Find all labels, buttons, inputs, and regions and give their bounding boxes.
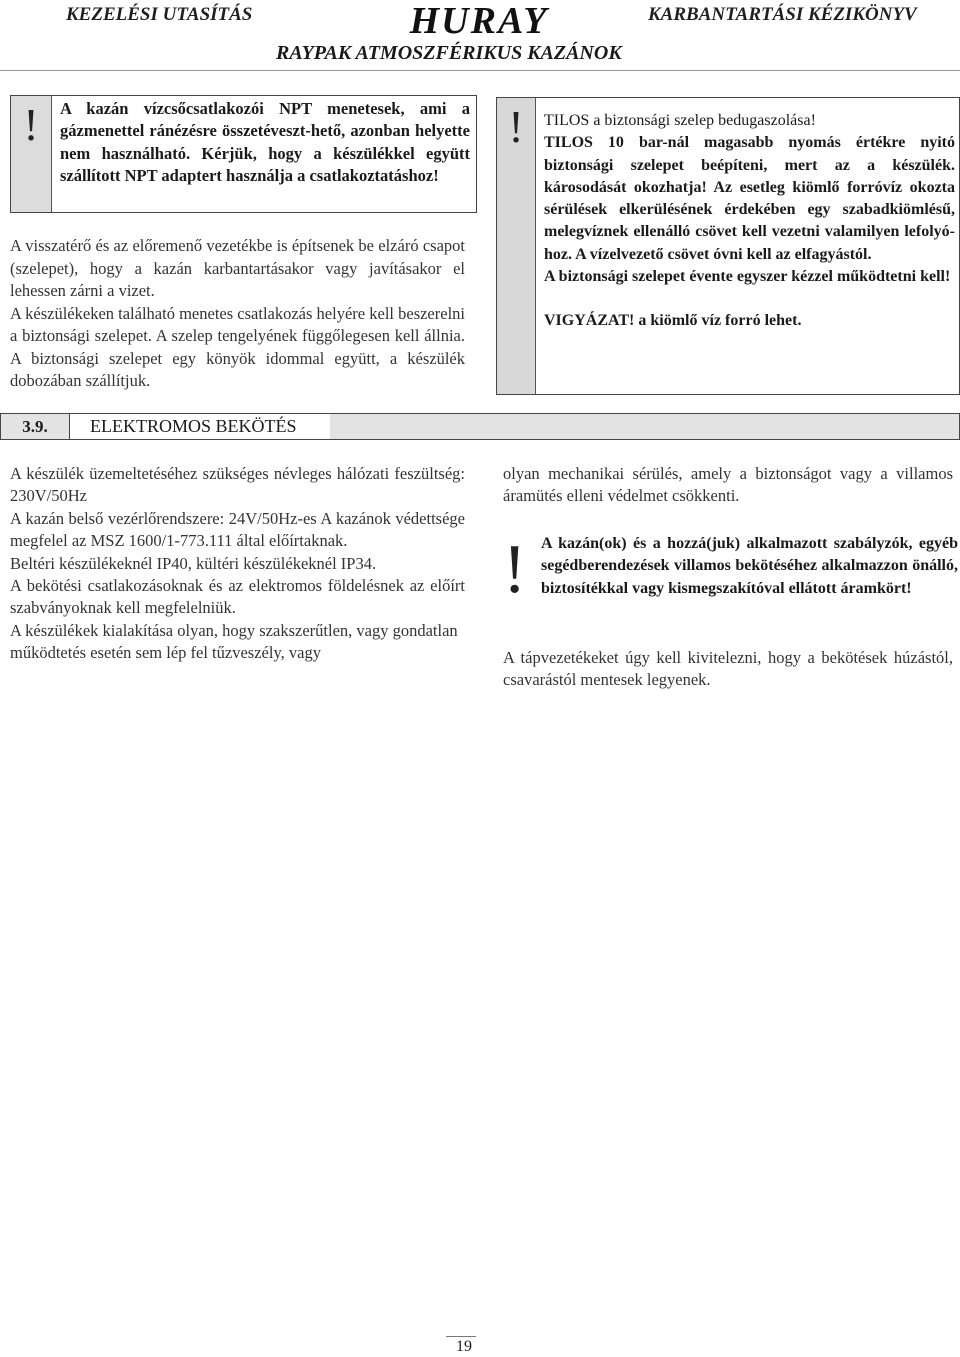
header-divider <box>0 70 960 71</box>
huray-logo <box>383 2 576 39</box>
electrical-right-col-bottom <box>503 647 953 692</box>
warning-line-1: TILOS a biztonsági szelep bedugaszolása! <box>544 112 816 129</box>
npt-warning-text: A kazán vízcsőcsatlakozói NPT menetesek, ami a gázmenettel ránézésre összetéveszt-hető, azonban helyette nem használható. Kérjük, hogy a készülékkel együtt szállított NPT adaptert használja a csatlakoztatáshoz! <box>60 99 470 185</box>
mechanical-damage-paragraph: olyan mechanikai sérülés, amely a biztonságot vagy a villamos áramütés elleni védelmet csökkenti. <box>503 464 953 506</box>
safety-valve-paragraph: A készülékeken található menetes csatlakozás helyére kell beszerelni a biztonsági szelepet. A szelep tengelyének függőlegesen kell állnia. A biztonsági szelepet egy könyök idommal együtt, a készülék dobozában szállítjuk. <box>10 303 465 390</box>
header-subtitle: RAYPAK ATMOSZFÉRIKUS KAZÁNOK <box>276 42 622 64</box>
header-right-title: KARBANTARTÁSI KÉZIKÖNYV <box>648 4 917 25</box>
svg-text:HURAY: HURAY <box>409 2 549 39</box>
safety-valve-warning-text <box>536 98 959 394</box>
exclamation-icon: ! <box>503 531 527 608</box>
section-number: 3.9. <box>1 414 70 439</box>
npt-warning-box <box>10 95 477 213</box>
page-number: 19 <box>456 1338 472 1355</box>
circuit-warning <box>503 530 958 626</box>
voltage-paragraph: A készülék üzemeltetéséhez szükséges névleges hálózati feszültség: 230V/50Hz <box>10 464 465 506</box>
exclamation-icon: ! <box>11 96 52 212</box>
electrical-right-col-top <box>503 463 953 508</box>
section-title: ELEKTROMOS BEKÖTÉS <box>70 414 330 439</box>
circuit-warning-text: A kazán(ok) és a hozzá(juk) alkalmazott szabályzók, egyéb segédberendezések villamos bekötéséhez alkalmazzon önálló, biztosítékkal vagy kismegszakítóval ellátott áramkört! <box>541 535 958 597</box>
safety-design-paragraph: A készülékek kialakítása olyan, hogy szakszerűtlen, vagy gondatlan működtetés esetén sem lép fel tűzveszély, vagy <box>10 620 458 663</box>
warning-line-4: VIGYÁZAT! a kiömlő víz forró lehet. <box>544 312 802 330</box>
cable-paragraph: A tápvezetékeket úgy kell kivitelezni, hogy a bekötések húzástól, csavarástól mentesek legyenek. <box>503 648 953 690</box>
valve-paragraph: A visszatérő és az előremenő vezetékbe is építsenek be elzáró csapot (szelepet), hogy a kazán karbantartásakor vagy javításakor el lehessen zárni a vizet. <box>10 236 465 300</box>
page-number-rule <box>446 1336 476 1337</box>
grounding-paragraph: A bekötési csatlakozásoknak és az elektromos földelésnek az előírt szabványoknak kell megfelelniük. <box>10 576 465 618</box>
ip-paragraph: Beltéri készülékeknél IP40, kültéri készülékeknél IP34. <box>10 553 377 573</box>
safety-valve-warning-box <box>496 97 960 395</box>
section-heading <box>0 413 960 440</box>
warning-line-2: TILOS 10 bar-nál magasabb nyomás értékre nyitó biztonsági szelepet beépíteni, mert az a készülék. károsodását okozhatja! Az esetleg kiömlő forróvíz okozta sérülések elkerülésének érdekében egy szabadkiömlésű, melegvíznek ellenálló csövet kell vezetni valamilyen lefolyó-hoz. A vízelvezető csövet óvni kell az elfagyástól. <box>544 134 955 263</box>
warning-line-3: A biztonsági szelepet évente egyszer kézzel működtetni kell! <box>544 268 951 286</box>
header-left-title: KEZELÉSI UTASÍTÁS <box>66 4 253 25</box>
electrical-left-col <box>10 463 465 665</box>
left-col-text <box>10 235 465 393</box>
exclamation-icon: ! <box>497 98 536 394</box>
control-paragraph: A kazán belső vezérlőrendszere: 24V/50Hz-es A kazánok védettsége megfelel az MSZ 1600/1-773.111 által előírtaknak. <box>10 508 465 551</box>
